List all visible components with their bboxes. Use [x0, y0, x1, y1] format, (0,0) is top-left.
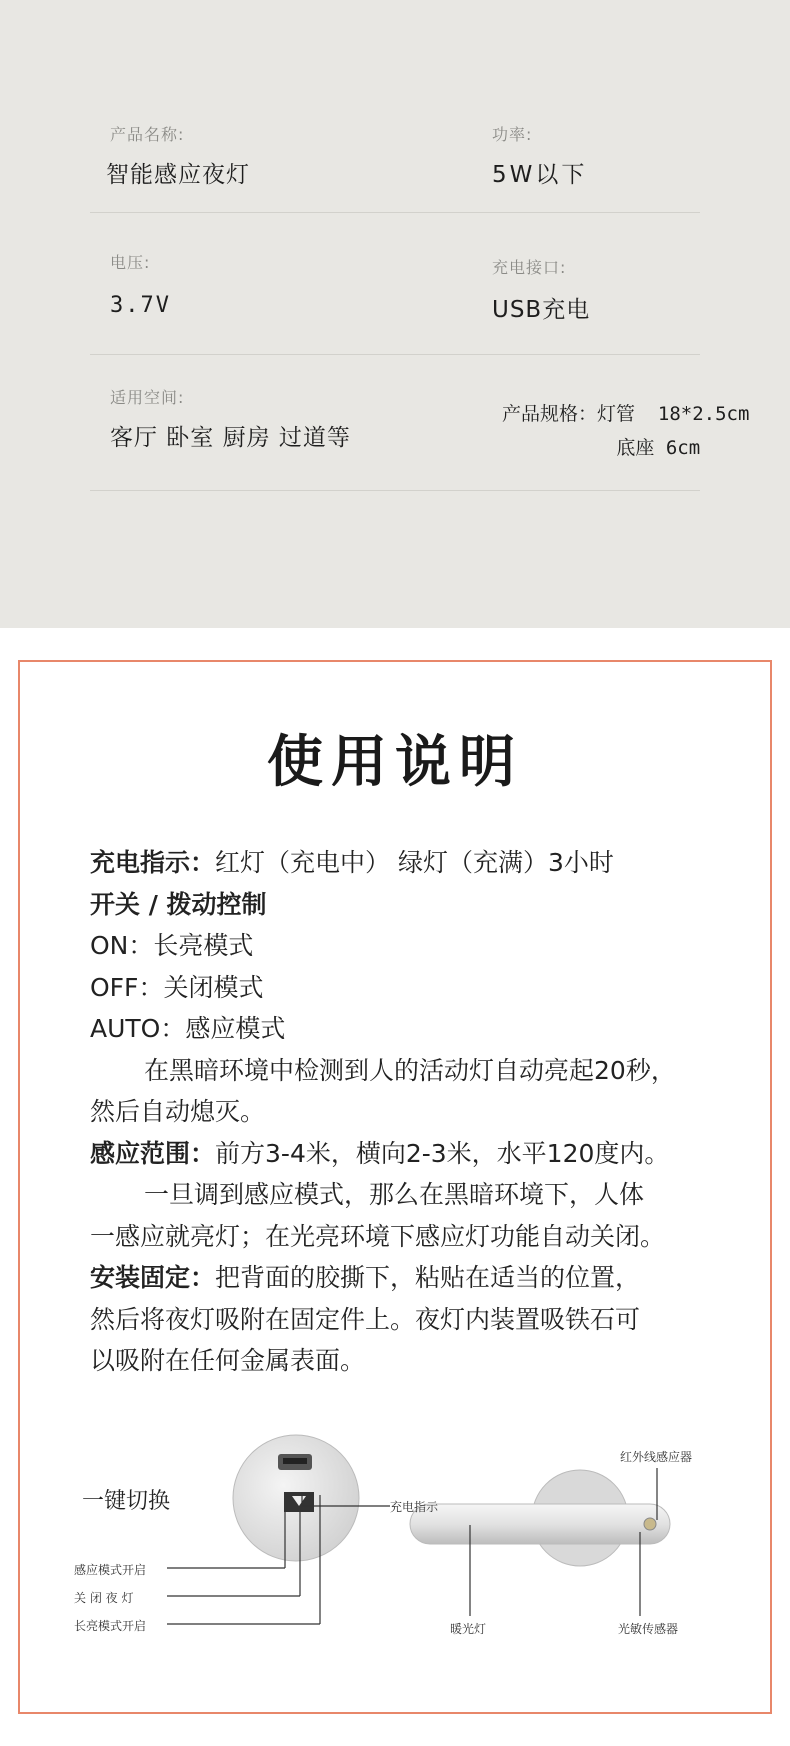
- power-value: 5W以下: [492, 162, 588, 188]
- product-name-label: 产品名称:: [110, 125, 185, 144]
- sense-mode-on-label: 感应模式开启: [74, 1563, 147, 1577]
- install-line-1: [90, 1257, 740, 1299]
- charge-indicator-line: [90, 842, 740, 884]
- off-mode-text: OFF：关闭模式: [90, 972, 264, 1002]
- charge-indicator-text: 红灯（充电中） 绿灯（充满）3小时: [215, 848, 614, 877]
- applicable-space-label: 适用空间:: [110, 388, 185, 407]
- auto-description-1: 在黑暗环境中检测到人的活动灯自动亮起20秒，: [144, 1055, 676, 1085]
- spec-row-space-size: [90, 355, 750, 491]
- product-diagram: [20, 1420, 774, 1680]
- spec-row-name-power: [90, 100, 700, 213]
- light-sensor-label: 光敏传感器: [618, 1622, 679, 1636]
- spec-row-voltage-port: [90, 213, 700, 355]
- install-label: 安装固定：: [90, 1263, 216, 1292]
- on-mode-text: ON：长亮模式: [90, 931, 254, 960]
- light-base: [233, 1435, 359, 1561]
- sensor-dot: [644, 1518, 656, 1530]
- product-size-spec: 产品规格：灯管 18*2.5cm 底座 6cm: [502, 403, 750, 459]
- product-name-value: 智能感应夜灯: [106, 162, 250, 188]
- charging-port-label: 充电接口:: [492, 258, 567, 277]
- auto-description-2: 然后自动熄灭。: [90, 1097, 266, 1126]
- charge-indicator-diagram-label: 充电指示: [390, 1500, 439, 1514]
- sensing-range-text: 前方3-4米，横向2-3米，水平120度内。: [215, 1138, 670, 1168]
- install-text-1: 把背面的胶撕下，粘贴在适当的位置，: [215, 1263, 641, 1292]
- light-off-label: 关 闭 夜 灯: [74, 1591, 134, 1605]
- sensing-range-line: [90, 1133, 740, 1175]
- one-key-switch-label: 一键切换: [82, 1489, 171, 1514]
- spec-panel: [0, 0, 790, 628]
- range-description-2: 一感应就亮灯；在光亮环境下感应灯功能自动关闭。: [90, 1221, 666, 1251]
- always-on-label: 长亮模式开启: [74, 1619, 147, 1633]
- charge-indicator-label: 充电指示：: [90, 848, 216, 877]
- tube-light: [410, 1470, 670, 1566]
- charging-port-value: USB充电: [492, 297, 591, 323]
- manual-text: [90, 842, 740, 1382]
- sensing-range-label: 感应范围：: [90, 1138, 216, 1168]
- manual-title: 使用说明: [267, 729, 523, 795]
- voltage-label: 电压:: [110, 253, 151, 272]
- switch-heading: 开关 / 拨动控制: [90, 889, 267, 919]
- power-label: 功率:: [492, 125, 533, 144]
- install-text-2: 然后将夜灯吸附在固定件上。夜灯内装置吸铁石可: [90, 1304, 641, 1334]
- range-description-1: 一旦调到感应模式，那么在黑暗环境下，人体: [144, 1180, 645, 1209]
- applicable-space-value: 客厅 卧室 厨房 过道等: [110, 425, 351, 451]
- auto-mode-text: AUTO：感应模式: [90, 1014, 286, 1043]
- voltage-value: 3.7V: [110, 293, 171, 318]
- infrared-sensor-label: 红外线感应器: [620, 1450, 693, 1464]
- warm-light-label: 暖光灯: [450, 1622, 487, 1636]
- install-text-3: 以吸附在任何金属表面。: [90, 1346, 366, 1375]
- instruction-card: [18, 660, 772, 1714]
